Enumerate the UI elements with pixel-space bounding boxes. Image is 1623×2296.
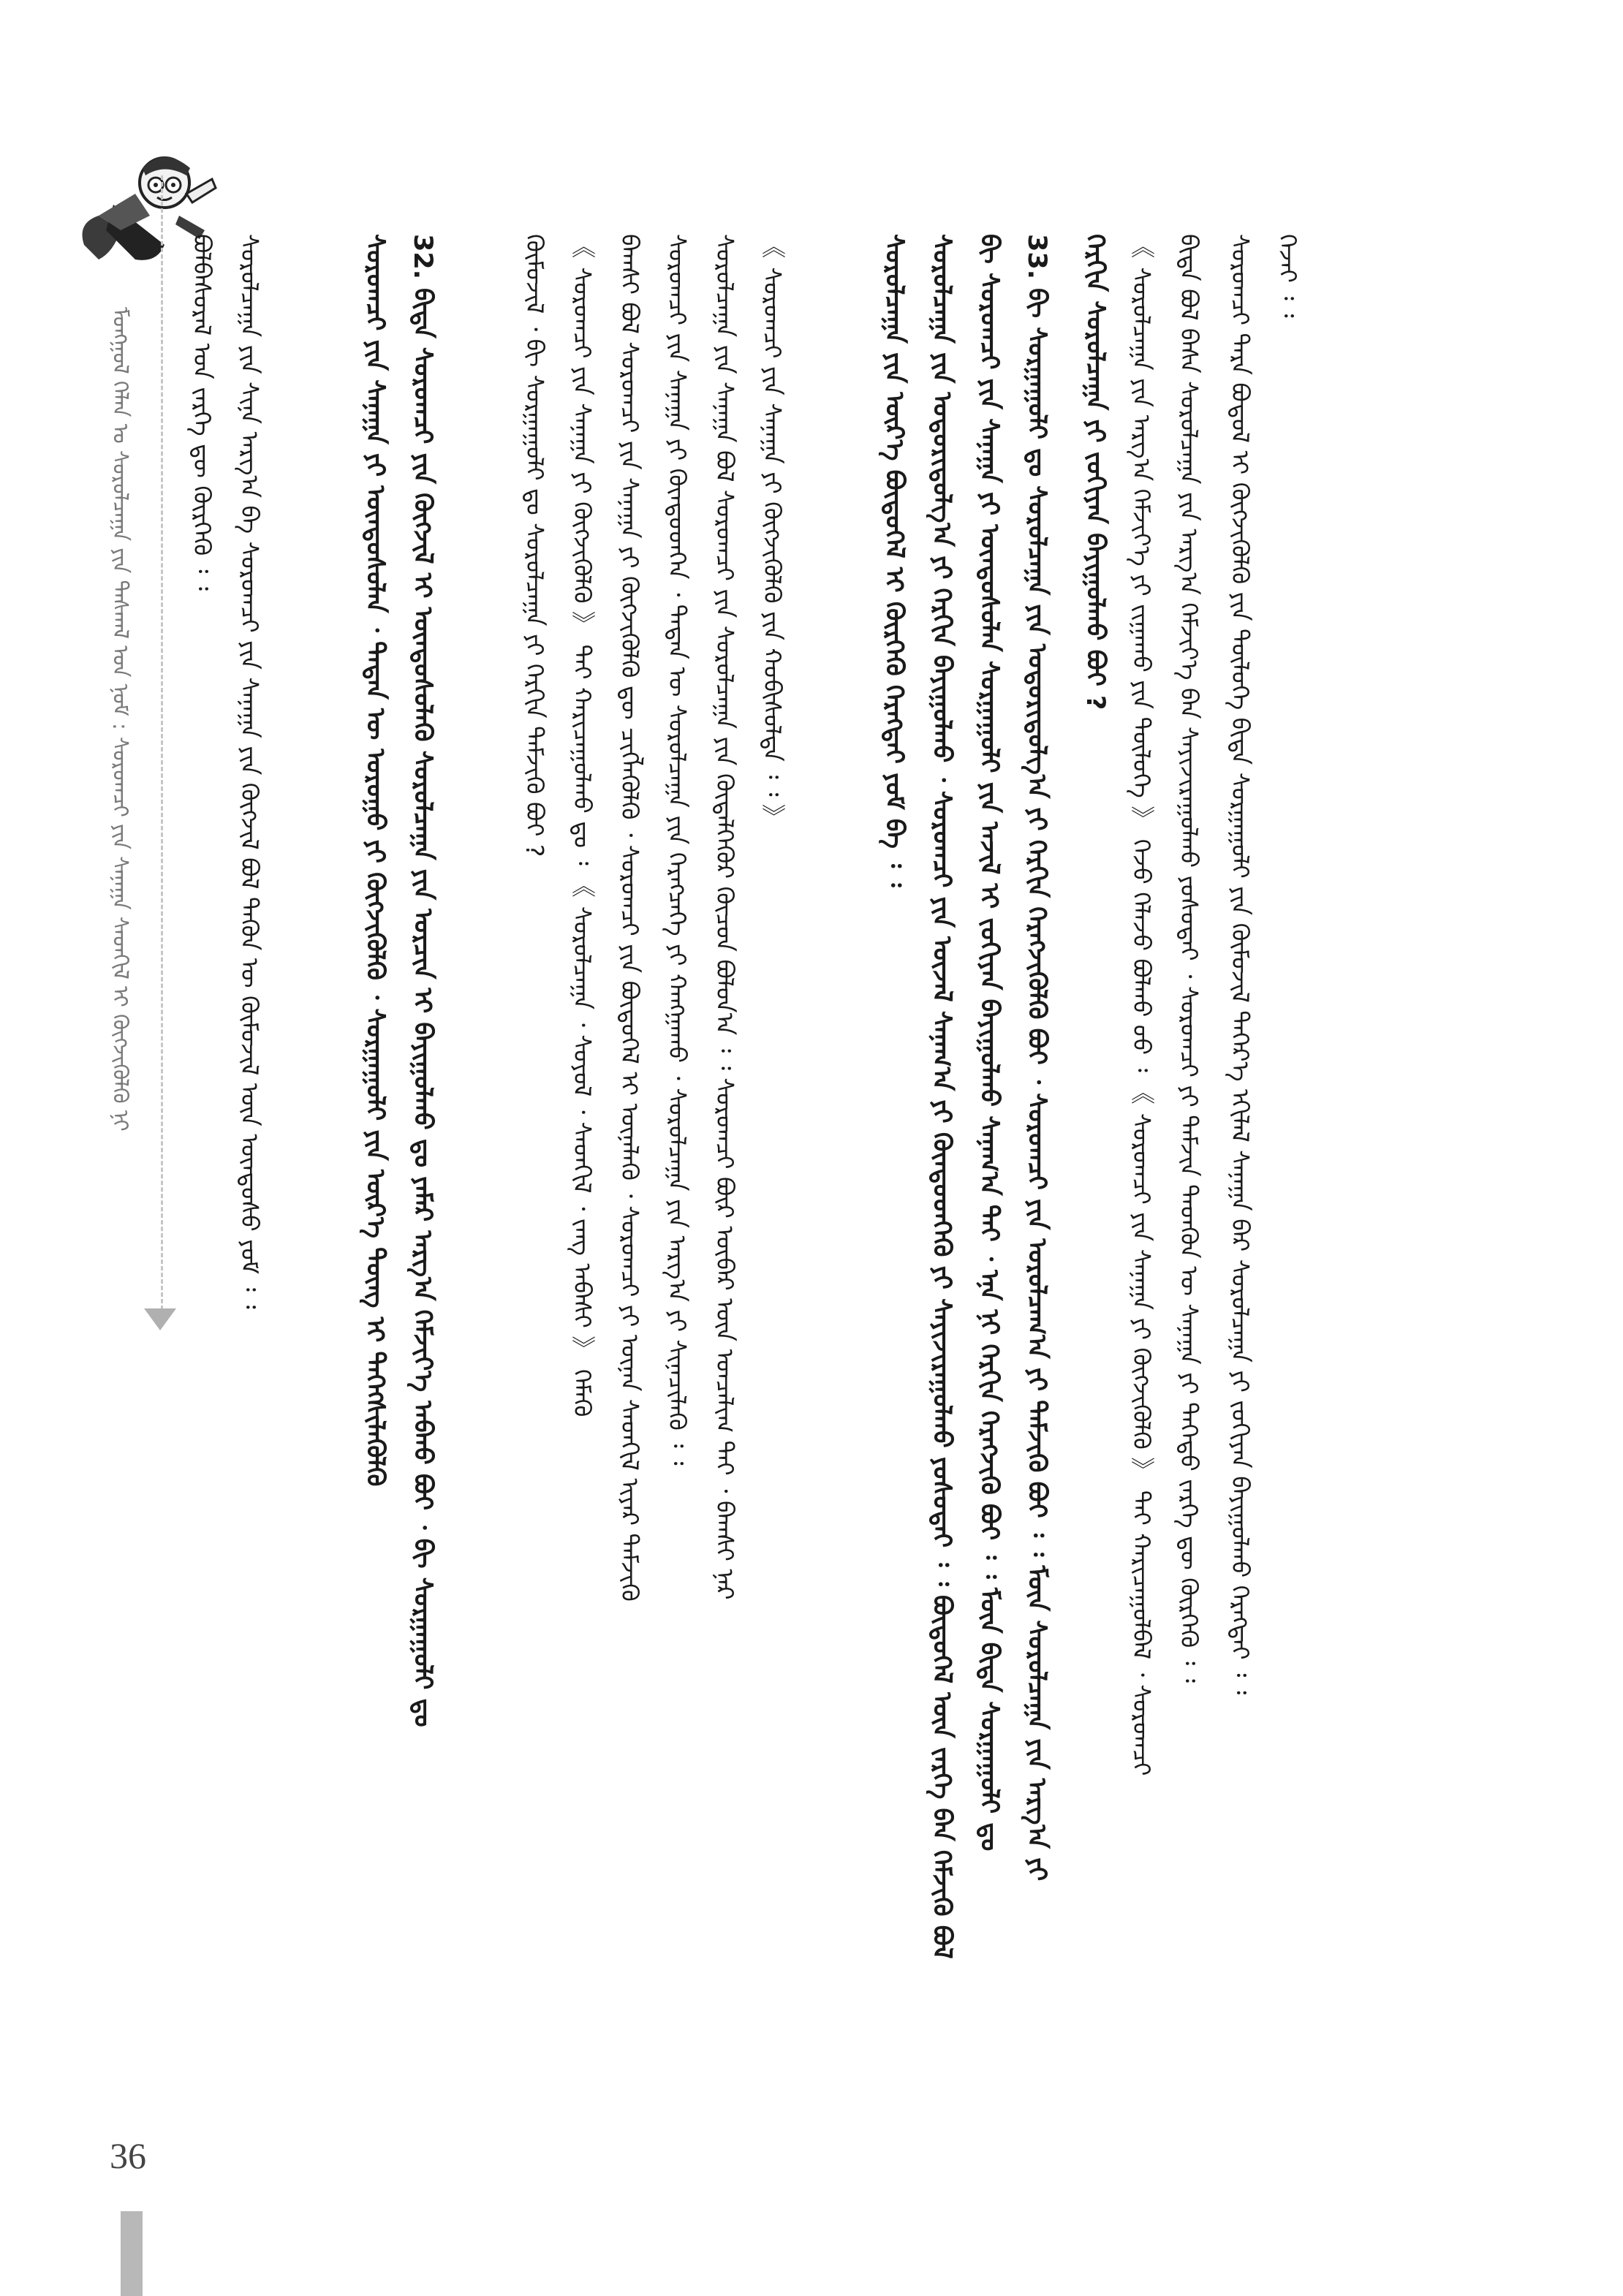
question-32: 32. ᠪᠢᠳᠡ ᠰᠤᠷᠤᠭᠴᠢ ᠶᠢᠨ ᠬᠥᠭᠵᠢᠯ ᠢ ᠦᠨᠳᠦᠰᠦᠯᠡᠬᠦ ᠰᠤᠷᠤᠯᠴᠠᠭᠠ ᠶᠢᠨ ᠣᠷᠴᠢᠨ ᠢ ᠪᠠᠶᠢᠭᠤᠯᠬᠤ ᠳᠤ ᠶᠠᠮᠠᠷ ᠠᠷᠭ᠎ᠠ ᠬᠡᠮᠵᠢᠶ᠎ᠡ ᠠᠪᠬᠤ ᠪᠤᠢ ᠂ ᠪᠢ ᠰᠤᠷᠭᠠᠭᠤᠯᠢ ᠳᠤ <box>408 234 437 1727</box>
text-column: ᠪᠣᠯᠪᠠᠰᠤᠷᠠᠯ ᠤᠨ ᠵᠡᠷᠭᠡ ᠳᠦ ᠬᠦᠷᠭᠡᠬᠦ ᠄ ᠄ <box>188 234 216 591</box>
page-number: 36 <box>110 2135 146 2176</box>
page-edge-bar <box>121 2211 143 2296</box>
text-column: ᠰᠤᠷᠤᠯᠴᠠᠭᠠ ᠶᠢᠨ ᠰᠠᠨᠠᠭᠠ ᠪᠣᠯ ᠰᠤᠷᠤᠭᠴᠢ ᠶᠢᠨ ᠰᠤᠷᠤᠯᠴᠠᠭᠠ ᠶᠢᠨ ᠬᠥᠳᠡᠯᠭᠡᠭᠦᠷ ᠬᠦᠴᠦᠨ ᠪᠣᠯᠤᠨ᠎ᠠ ᠄ ᠄ ᠰᠤᠷᠤᠭᠴᠢ ᠪᠦᠷ ᠦᠪᠡᠷ ᠦᠨ ᠣᠨᠴᠠᠯᠢᠭ ᠲᠠᠢ ᠂ ᠪᠠᠭᠰᠢ ᠨᠠᠷ <box>711 234 739 1600</box>
quote-column: 《 ᠰᠤᠷᠤᠭᠴᠢ ᠶᠢᠨ ᠰᠠᠨᠠᠭᠠ ᠶᠢ ᠬᠥᠭᠵᠢᠭᠦᠯᠬᠦ ᠶᠢᠨ ᠬᠤᠪᠢᠰᠤᠯᠲᠠ ᠄ ᠄ 》 <box>758 234 787 830</box>
text-column: ᠰᠤᠷᠤᠯᠴᠠᠭᠠ ᠶᠢᠨ ᠤᠳᠤᠷᠢᠳᠤᠯᠭ᠎ᠠ ᠶᠢ ᠬᠡᠷᠬᠢᠨ ᠪᠠᠶᠢᠭᠤᠯᠬᠤ ᠂ ᠰᠤᠷᠤᠭᠴᠢ ᠶᠢᠨ ᠦᠵᠡᠯ ᠰᠠᠨᠠᠭ᠎ᠠ ᠶᠢ ᠬᠦᠨᠳᠦᠳᠬᠡᠬᠦ ᠶᠢ ᠰᠠᠶᠢᠵᠢᠷᠠᠭᠤᠯᠬᠤ ᠶᠣᠰᠣᠲᠠᠢ ᠄ ᠄ ᠪᠦᠲᠦᠭᠡᠯ ᠦᠨ ᠵᠡᠷᠭᠡ ᠪᠡᠨ ᠬᠡᠮᠵᠢᠬᠦ ᠪᠣᠯ <box>927 234 956 1959</box>
text-column: ᠬᠡᠷᠬᠢᠨ ᠰᠤᠷᠤᠯᠴᠠᠭᠠ ᠶᠢ ᠵᠣᠬᠢᠶᠠᠨ ᠪᠠᠶᠢᠭᠤᠯᠬᠤ ᠪᠤᠢ ? <box>1081 234 1110 711</box>
text-column: ᠰᠤᠷᠤᠭᠴᠢ ᠲᠡᠷᠡ ᠪᠣᠳᠣᠯ ᠢ ᠬᠥᠭᠵᠢᠭᠦᠯᠬᠦ ᠶᠢᠨ ᠲᠥᠯᠦᠭᠡ ᠪᠢᠳᠡ ᠰᠤᠷᠭᠠᠭᠤᠯᠢ ᠶᠢᠨ ᠬᠦᠮᠦᠵᠢᠯ ᠳᠡᠭᠡᠷ᠎ᠡ ᠡᠬᠢᠯᠡᠯ ᠰᠠᠨᠠᠭᠠ ᠪᠡᠷ ᠰᠤᠷᠤᠯᠴᠠᠭᠠ ᠶᠢ ᠵᠣᠬᠢᠶᠠᠨ ᠪᠠᠶᠢᠭᠤᠯᠬᠤ ᠬᠡᠷᠡᠭᠲᠡᠢ ᠄ ᠄ <box>1226 234 1255 1695</box>
running-header: ᠮᠣᠩᠭᠣᠯ ᠬᠡᠯᠡᠨ ᠤ ᠰᠤᠷᠤᠯᠴᠠᠭᠠ ᠶᠢᠨ ᠳᠠᠰᠬᠠᠯ ᠤᠨ ᠨᠣᠮ : ᠰᠤᠷᠤᠭᠴᠢ ᠶᠢᠨ ᠰᠠᠨᠠᠭᠠ ᠰᠡᠳᠭᠢᠯ ᠢ ᠬᠥᠭᠵᠢᠭᠦᠯᠬᠦ ᠨᠢ <box>108 307 133 1132</box>
text-column: ᠪᠢ ᠰᠤᠷᠤᠭᠴᠢ ᠶᠢᠨ ᠰᠠᠨᠠᠭᠠ ᠶᠢ ᠦᠨᠳᠦᠰᠦᠯᠡᠨ ᠰᠤᠷᠭᠠᠭᠤᠯᠢ ᠶᠢᠨ ᠠᠵᠢᠯ ᠢ ᠵᠣᠬᠢᠶᠠᠨ ᠪᠠᠶᠢᠭᠤᠯᠬᠤ ᠰᠠᠨᠠᠭ᠎ᠠ ᠲᠠᠢ ᠂ ᠡᠨᠡ ᠨᠢ ᠬᠡᠷᠬᠢᠨ ᠬᠡᠷᠡᠭᠵᠢᠬᠦ ᠪᠤᠢ ᠄ ᠄ ᠮᠥᠨ ᠪᠢᠳᠡ ᠰᠤᠷᠭᠠᠭᠤᠯᠢ ᠳᠤ <box>975 234 1004 1852</box>
text-column: ᠭᠡᠵᠡᠢ ᠄ ᠄ <box>1274 234 1302 318</box>
text-column: ᠰᠤᠷᠤᠯᠴᠠᠭᠠ ᠶᠢᠨ ᠦᠷ᠎ᠡ ᠪᠦᠲᠦᠭᠡᠯ ᠢ ᠬᠦᠷᠭᠡᠬᠦ ᠬᠡᠷᠡᠭᠲᠡᠢ ᠶᠤᠮ ᠪᠠ ᠄ ᠄ <box>879 234 909 887</box>
text-column: ᠪᠢᠳᠡ ᠪᠣᠯ ᠪᠠᠰᠠ ᠰᠤᠷᠤᠯᠴᠠᠭᠠ ᠶᠢᠨ ᠠᠷᠭ᠎ᠠ ᠬᠡᠮᠵᠢᠶ᠎ᠡ ᠪᠡᠨ ᠰᠠᠶᠢᠵᠢᠷᠠᠭᠤᠯᠬᠤ ᠶᠣᠰᠣᠲᠠᠢ ᠂ ᠰᠤᠷᠤᠭᠴᠢ ᠶᠢ ᠳᠡᠮᠵᠢᠨ ᠲᠡᠳᠬᠦᠨ ᠦ ᠰᠠᠨᠠᠭᠠ ᠶᠢ ᠳᠡᠭᠡᠳᠦ ᠵᠡᠷᠭᠡ ᠳᠦ ᠬᠦᠷᠭᠡᠬᠦ ᠄ ᠄ <box>1175 234 1203 1683</box>
text-column: ᠰᠤᠷᠤᠭᠴᠢ ᠶᠢᠨ ᠰᠠᠨᠠᠭᠠ ᠶᠢ ᠦᠨᠳᠦᠰᠦᠯᠡᠨ ᠂ ᠲᠡᠳᠡᠨ ᠦ ᠤᠷᠤᠭᠤ ᠶᠢ ᠬᠥᠭᠵᠢᠭᠦᠯᠬᠦ ᠂ ᠰᠤᠷᠭᠠᠭᠤᠯᠢ ᠶᠢᠨ ᠦᠷ᠎ᠡ ᠳᠦᠩ ᠢ ᠳᠡᠭᠡᠭᠰᠢᠯᠡᠭᠦᠯᠬᠦ <box>360 234 390 1487</box>
text-column: ᠰᠤᠷᠤᠭᠴᠢ ᠶᠢᠨ ᠰᠠᠨᠠᠭᠠ ᠶᠢ ᠬᠦᠨᠳᠦᠳᠬᠡᠨ ᠂ ᠲᠡᠳᠡᠨ ᠦ ᠰᠤᠷᠤᠯᠴᠠᠭᠠ ᠶᠢᠨ ᠬᠡᠷᠡᠭᠴᠡᠭᠡ ᠶᠢ ᠬᠠᠩᠭᠠᠬᠤ ᠂ ᠰᠤᠷᠤᠯᠴᠠᠭᠠ ᠶᠢᠨ ᠠᠷᠭ᠎ᠠ ᠶᠢ ᠰᠢᠨᠡᠴᠢᠯᠡᠬᠦ ᠄ ᠄ <box>663 234 692 1466</box>
text-column: ᠰᠤᠷᠤᠯᠴᠠᠭᠠ ᠶᠢᠨ ᠰᠢᠨᠡ ᠠᠷᠭ᠎ᠠ ᠪᠠ ᠰᠤᠷᠤᠭᠴᠢ ᠶᠢᠨ ᠰᠠᠨᠠᠭᠠ ᠶᠢᠨ ᠬᠥᠭᠵᠢᠯ ᠪᠣᠯ ᠲᠡᠭᠦᠨ ᠦ ᠬᠦᠮᠦᠵᠢᠯ ᠦᠨ ᠦᠨᠳᠦᠰᠦ ᠶᠤᠮ ᠄ ᠄ <box>235 234 264 1309</box>
text-column: 《 ᠰᠤᠷᠤᠭᠴᠢ ᠶᠢᠨ ᠰᠠᠨᠠᠭᠠ ᠶᠢ ᠬᠥᠭᠵᠢᠭᠦᠯᠬᠦ 》 ᠲᠠᠢ ᠬᠠᠷᠢᠴᠠᠭᠤᠯᠬᠤ ᠳᠤ ᠄ 《 ᠰᠤᠷᠤᠯᠴᠠᠭᠠ ᠂ ᠰᠣᠶᠣᠯ ᠂ ᠰᠡᠳᠬᠢᠯ ᠂ ᠵᠠᠩ ᠠᠪᠠᠰᠢ 》 ᠬᠡᠮᠡᠬᠦ <box>568 234 597 1417</box>
text-column: ᠪᠠᠭᠰᠢ ᠪᠣᠯ ᠰᠤᠷᠤᠭᠴᠢ ᠶᠢᠨ ᠰᠠᠨᠠᠭᠠ ᠶᠢ ᠬᠥᠭᠵᠢᠭᠦᠯᠬᠦ ᠳᠦ ᠴᠢᠭᠯᠡᠭᠦᠯᠬᠦ ᠂ ᠰᠤᠷᠤᠭᠴᠢ ᠶᠢᠨ ᠪᠦᠲᠦᠭᠡᠯ ᠢ ᠦᠨᠡᠯᠡᠬᠦ ᠂ ᠰᠤᠷᠤᠭᠴᠢ ᠶᠢ ᠦᠨᠡᠨ ᠰᠡᠳᠬᠢᠯ ᠢᠶᠡᠷ ᠳᠡᠮᠵᠢᠬᠦ <box>616 234 644 1602</box>
triangle-arrow-icon <box>144 1308 176 1330</box>
header-divider <box>161 175 163 1323</box>
text-column: ᠬᠦᠮᠦᠵᠢᠯ ᠂ ᠪᠢ ᠰᠤᠷᠭᠠᠭᠤᠯᠢ ᠳᠤ ᠰᠤᠷᠤᠯᠴᠠᠭᠠ ᠶᠢ ᠬᠡᠷᠬᠢᠨ ᠳᠡᠮᠵᠢᠬᠦ ᠪᠤᠢ ? <box>521 234 549 857</box>
text-column: 《 ᠰᠤᠷᠤᠯᠴᠠᠭᠠ ᠶᠢᠨ ᠠᠷᠭ᠎ᠠ ᠬᠡᠮᠵᠢᠶ᠎ᠡ ᠶᠢ ᠵᠢᠭᠠᠬᠤ ᠶᠢᠨ ᠲᠥᠯᠦᠭᠡ 》 ᠭᠡᠵᠦ ᠬᠡᠯᠡᠵᠦ ᠪᠣᠯᠬᠤ ᠤᠤ ᠄ 《 ᠰᠤᠷᠤᠭᠴᠢ ᠶᠢᠨ ᠰᠠᠨᠠᠭᠠ ᠶᠢ ᠬᠥᠭᠵᠢᠭᠦᠯᠬᠦ 》 ᠲᠠᠢ ᠬᠠᠷᠢᠴᠠᠭᠤᠯᠪᠠᠯ ᠂ ᠰᠤᠷᠤᠭᠴᠢ <box>1127 234 1156 1776</box>
question-33: 33. ᠪᠢ ᠰᠤᠷᠭᠠᠭᠤᠯᠢ ᠳᠤ ᠰᠤᠷᠤᠯᠴᠠᠭᠠ ᠶᠢᠨ ᠤᠳᠤᠷᠢᠳᠤᠯᠭ᠎ᠠ ᠶᠢ ᠬᠡᠷᠬᠢᠨ ᠬᠡᠷᠡᠭᠵᠢᠭᠦᠯᠬᠦ ᠪᠤᠢ ᠂ ᠰᠤᠷᠤᠭᠴᠢ ᠶᠢᠨ ᠣᠷᠣᠯᠴᠠᠭ᠎ᠠ ᠶᠢ ᠳᠡᠮᠵᠢᠬᠦ ᠪᠤᠢ ᠄ ᠄ ᠮᠥᠨ ᠰᠤᠷᠤᠯᠴᠠᠭᠠ ᠶᠢᠨ ᠠᠷᠭ᠎ᠠ ᠶᠢ <box>1022 234 1051 1882</box>
